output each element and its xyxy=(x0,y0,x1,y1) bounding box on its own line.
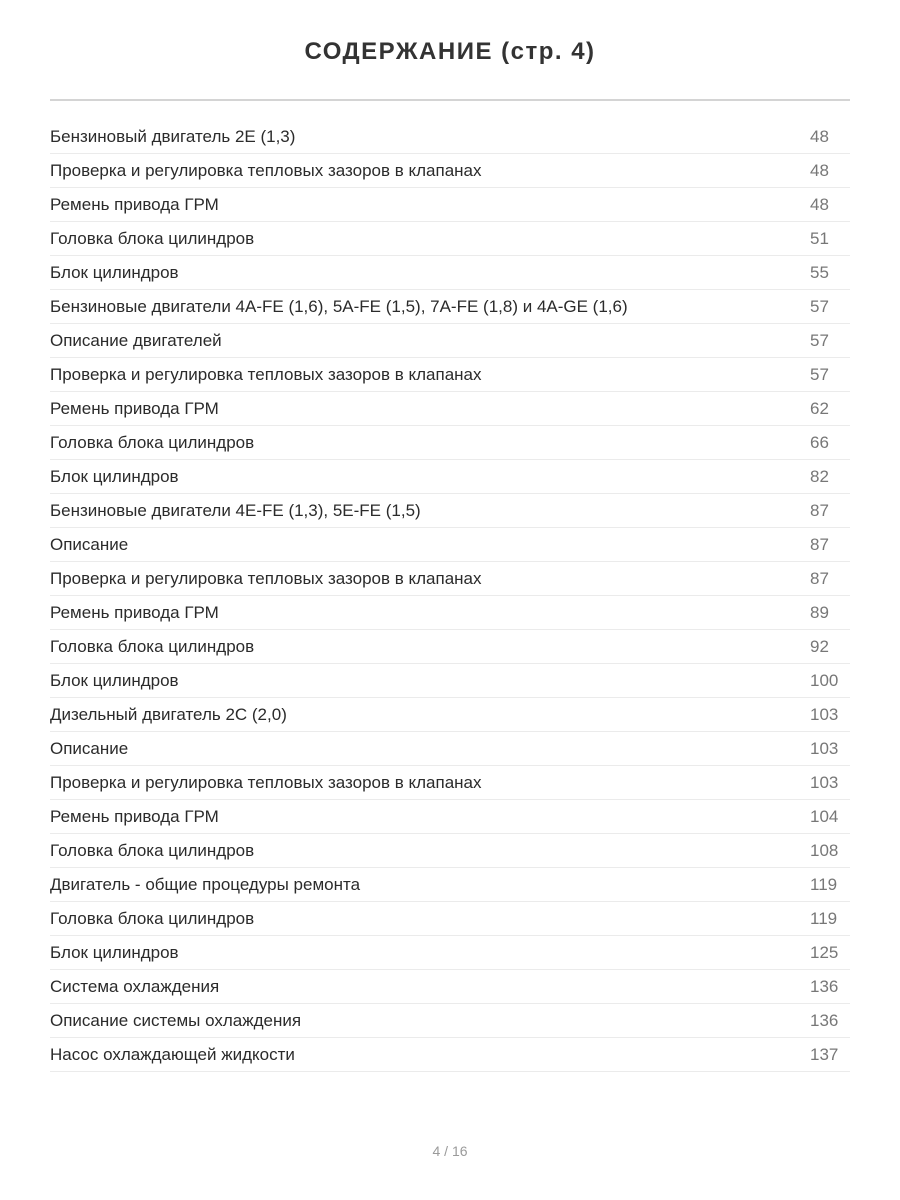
toc-entry-title: Проверка и регулировка тепловых зазоров в клапанах xyxy=(50,569,482,588)
toc-entry[interactable] xyxy=(50,834,850,868)
toc-entry[interactable] xyxy=(50,936,850,970)
toc-entry-title: Проверка и регулировка тепловых зазоров в клапанах xyxy=(50,773,482,792)
toc-entry[interactable] xyxy=(50,188,850,222)
toc-entry[interactable] xyxy=(50,358,850,392)
toc-entry[interactable] xyxy=(50,222,850,256)
toc-entry-page-number: 125 xyxy=(810,943,839,962)
toc-entry[interactable] xyxy=(50,1038,850,1072)
toc-entry-title: Головка блока цилиндров xyxy=(50,841,255,860)
toc-entry-title: Описание xyxy=(50,535,129,554)
toc-entry-title: Проверка и регулировка тепловых зазоров в клапанах xyxy=(50,161,482,180)
toc-entry-page-number: 62 xyxy=(810,399,829,418)
toc-entry-page-number: 104 xyxy=(810,807,839,826)
toc-entry-page-number: 55 xyxy=(810,263,829,282)
toc-entry-title: Ремень привода ГРМ xyxy=(50,399,219,418)
toc-entry[interactable] xyxy=(50,902,850,936)
toc-entry-page-number: 87 xyxy=(810,501,829,520)
toc-entry-page-number: 108 xyxy=(810,841,839,860)
toc-entry-title: Блок цилиндров xyxy=(50,671,179,690)
toc-entry-page-number: 87 xyxy=(810,535,829,554)
toc-entry-title: Ремень привода ГРМ xyxy=(50,807,219,826)
toc-entry-title: Насос охлаждающей жидкости xyxy=(50,1045,295,1064)
toc-entry-page-number: 48 xyxy=(810,127,829,146)
toc-entry[interactable] xyxy=(50,630,850,664)
toc-entry[interactable] xyxy=(50,460,850,494)
toc-entry[interactable] xyxy=(50,698,850,732)
toc-entry-page-number: 136 xyxy=(810,977,839,996)
toc-entry[interactable] xyxy=(50,290,850,324)
toc-entry-page-number: 136 xyxy=(810,1011,839,1030)
toc-entry-title: Блок цилиндров xyxy=(50,943,179,962)
toc-entry[interactable] xyxy=(50,970,850,1004)
toc-entry[interactable] xyxy=(50,562,850,596)
toc-entry-title: Блок цилиндров xyxy=(50,263,179,282)
toc-entry-title: Описание xyxy=(50,739,129,758)
toc-entry-title: Головка блока цилиндров xyxy=(50,909,255,928)
toc-entry[interactable] xyxy=(50,868,850,902)
toc-entry-title: Система охлаждения xyxy=(50,977,220,996)
toc-entry-title: Головка блока цилиндров xyxy=(50,433,255,452)
toc-entry[interactable] xyxy=(50,528,850,562)
toc-entry[interactable] xyxy=(50,1004,850,1038)
toc-entry[interactable] xyxy=(50,732,850,766)
toc-entry-page-number: 137 xyxy=(810,1045,839,1064)
toc-entry-page-number: 89 xyxy=(810,603,829,622)
toc-entry-title: Бензиновые двигатели 4A-FE (1,6), 5A-FE (1,5), 7A-FE (1,8) и 4A-GE (1,6) xyxy=(50,297,628,316)
toc-entry-page-number: 57 xyxy=(810,297,829,316)
toc-entry[interactable] xyxy=(50,426,850,460)
toc-entry-title: Головка блока цилиндров xyxy=(50,229,255,248)
toc-entry-title: Бензиновые двигатели 4E-FE (1,3), 5E-FE (1,5) xyxy=(50,501,421,520)
toc-entry[interactable] xyxy=(50,766,850,800)
toc-entry-page-number: 57 xyxy=(810,331,829,350)
toc-entry-title: Ремень привода ГРМ xyxy=(50,603,219,622)
toc-entry[interactable] xyxy=(50,154,850,188)
toc-entry-title: Двигатель - общие процедуры ремонта xyxy=(50,875,361,894)
toc-entry-page-number: 48 xyxy=(810,161,829,180)
toc-entry-page-number: 48 xyxy=(810,195,829,214)
toc-entry-page-number: 103 xyxy=(810,773,839,792)
toc-entry-page-number: 119 xyxy=(810,909,838,928)
toc-entry-page-number: 87 xyxy=(810,569,829,588)
toc-list xyxy=(50,120,850,1072)
toc-entry-page-number: 103 xyxy=(810,705,839,724)
toc-entry-page-number: 119 xyxy=(810,875,838,894)
toc-entry-title: Описание двигателей xyxy=(50,331,222,350)
toc-entry-page-number: 103 xyxy=(810,739,839,758)
toc-entry[interactable] xyxy=(50,494,850,528)
toc-entry-title: Ремень привода ГРМ xyxy=(50,195,219,214)
toc-entry-title: Блок цилиндров xyxy=(50,467,179,486)
toc-entry-page-number: 66 xyxy=(810,433,829,452)
page-title: СОДЕРЖАНИЕ (стр. 4) xyxy=(304,38,596,65)
toc-entry-page-number: 51 xyxy=(810,229,829,248)
page-number: 4 / 16 xyxy=(432,1143,468,1159)
toc-entry[interactable] xyxy=(50,120,850,154)
toc-entry[interactable] xyxy=(50,392,850,426)
toc-entry[interactable] xyxy=(50,256,850,290)
toc-entry[interactable] xyxy=(50,664,850,698)
toc-entry-title: Проверка и регулировка тепловых зазоров в клапанах xyxy=(50,365,482,384)
toc-entry[interactable] xyxy=(50,800,850,834)
toc-entry-title: Бензиновый двигатель 2E (1,3) xyxy=(50,127,296,146)
toc-entry-page-number: 82 xyxy=(810,467,829,486)
toc-entry-title: Описание системы охлаждения xyxy=(50,1011,302,1030)
toc-entry-title: Дизельный двигатель 2C (2,0) xyxy=(50,705,287,724)
toc-entry-page-number: 92 xyxy=(810,637,829,656)
toc-entry-title: Головка блока цилиндров xyxy=(50,637,255,656)
title-divider xyxy=(50,99,850,101)
toc-entry-page-number: 100 xyxy=(810,671,839,690)
toc-entry-page-number: 57 xyxy=(810,365,829,384)
toc-entry[interactable] xyxy=(50,324,850,358)
toc-entry[interactable] xyxy=(50,596,850,630)
